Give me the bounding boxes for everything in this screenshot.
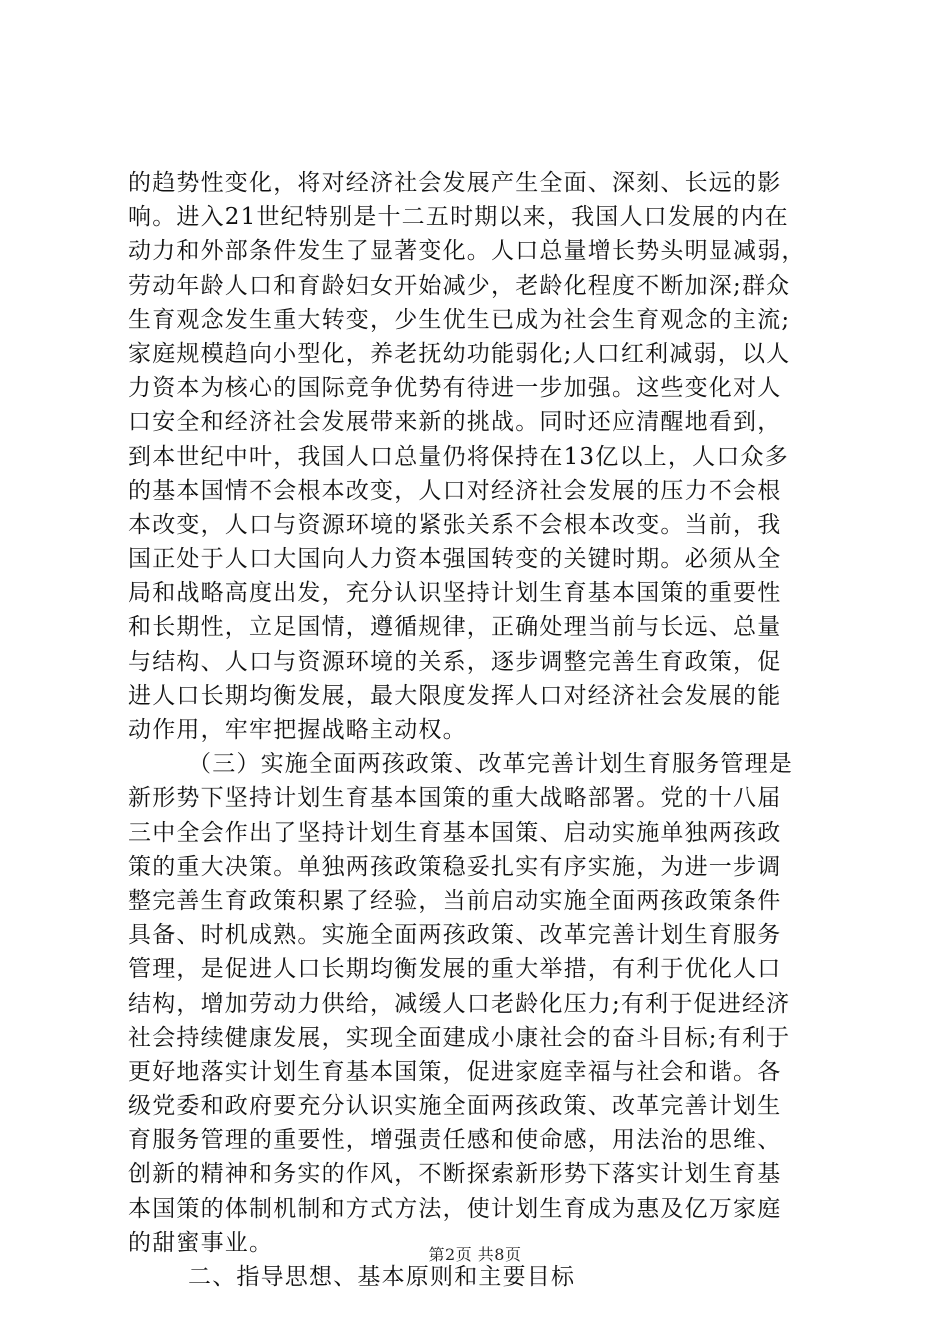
paragraph-start-line: （三）实施全面两孩政策、改革完善计划生育服务管理是	[188, 751, 793, 778]
text-line: 创新的精神和务实的作风，不断探索新形势下落实计划生育基	[128, 1161, 782, 1188]
text-line: 结构，增加劳动力供给，减缓人口老龄化压力;有利于促进经济	[128, 990, 791, 1017]
text-line: 的基本国情不会根本改变，人口对经济社会发展的压力不会根	[128, 477, 782, 504]
text-line: 生育观念发生重大转变，少生优生已成为社会生育观念的主流;	[128, 306, 791, 333]
text-line: 力资本为核心的国际竞争优势有待进一步加强。这些变化对人	[128, 375, 782, 402]
text-line: 动作用，牢牢把握战略主动权。	[128, 717, 467, 743]
text-line: 整完善生育政策积累了经验，当前启动实施全面两孩政策条件	[128, 887, 782, 914]
text-line: 到本世纪中叶，我国人口总量仍将保持在13亿以上，人口众多	[128, 443, 789, 470]
page-number-footer: 第2页 共8页	[428, 1245, 522, 1264]
text-line: 社会持续健康发展，实现全面建成小康社会的奋斗目标;有利于	[128, 1024, 791, 1051]
text-line: 家庭规模趋向小型化，养老抚幼功能弱化;人口红利减弱，以人	[128, 340, 791, 367]
text-line: 与结构、人口与资源环境的关系，逐步调整完善生育政策，促	[128, 648, 782, 675]
text-line: 口安全和经济社会发展带来新的挑战。同时还应清醒地看到，	[128, 409, 782, 436]
text-line: 局和战略高度出发，充分认识坚持计划生育基本国策的重要性	[128, 580, 782, 607]
document-body	[128, 166, 828, 1294]
text-line: 劳动年龄人口和育龄妇女开始减少，老龄化程度不断加深;群众	[128, 272, 791, 299]
text-line: 新形势下坚持计划生育基本国策的重大战略部署。党的十八届	[128, 785, 782, 812]
text-line: 动力和外部条件发生了显著变化。人口总量增长势头明显减弱，	[128, 238, 806, 265]
text-line: 更好地落实计划生育基本国策，促进家庭幸福与社会和谐。各	[128, 1058, 782, 1085]
text-line: 具备、时机成熟。实施全面两孩政策、改革完善计划生育服务	[128, 922, 782, 949]
text-line: 本国策的体制机制和方式方法，使计划生育成为惠及亿万家庭	[128, 1195, 782, 1222]
text-line: 和长期性，立足国情，遵循规律，正确处理当前与长远、总量	[128, 614, 782, 641]
text-line: 国正处于人口大国向人力资本强国转变的关键时期。必须从全	[128, 546, 782, 573]
text-line: 级党委和政府要充分认识实施全面两孩政策、改革完善计划生	[128, 1093, 782, 1120]
text-line: 育服务管理的重要性，增强责任感和使命感，用法治的思维、	[128, 1127, 782, 1154]
text-line: 响。进入21世纪特别是十二五时期以来，我国人口发展的内在	[128, 204, 789, 231]
text-line: 管理，是促进人口长期均衡发展的重大举措，有利于优化人口	[128, 956, 782, 983]
text-line: 本改变，人口与资源环境的紧张关系不会根本改变。当前，我	[128, 511, 782, 538]
text-line: 三中全会作出了坚持计划生育基本国策、启动实施单独两孩政	[128, 819, 782, 846]
text-line: 进人口长期均衡发展，最大限度发挥人口对经济社会发展的能	[128, 682, 782, 709]
text-line: 的甜蜜事业。	[128, 1229, 274, 1256]
section-heading: 二、指导思想、基本原则和主要目标	[188, 1264, 576, 1290]
text-line: 策的重大决策。单独两孩政策稳妥扎实有序实施，为进一步调	[128, 853, 782, 880]
text-line: 的趋势性变化，将对经济社会发展产生全面、深刻、长远的影	[128, 170, 782, 196]
